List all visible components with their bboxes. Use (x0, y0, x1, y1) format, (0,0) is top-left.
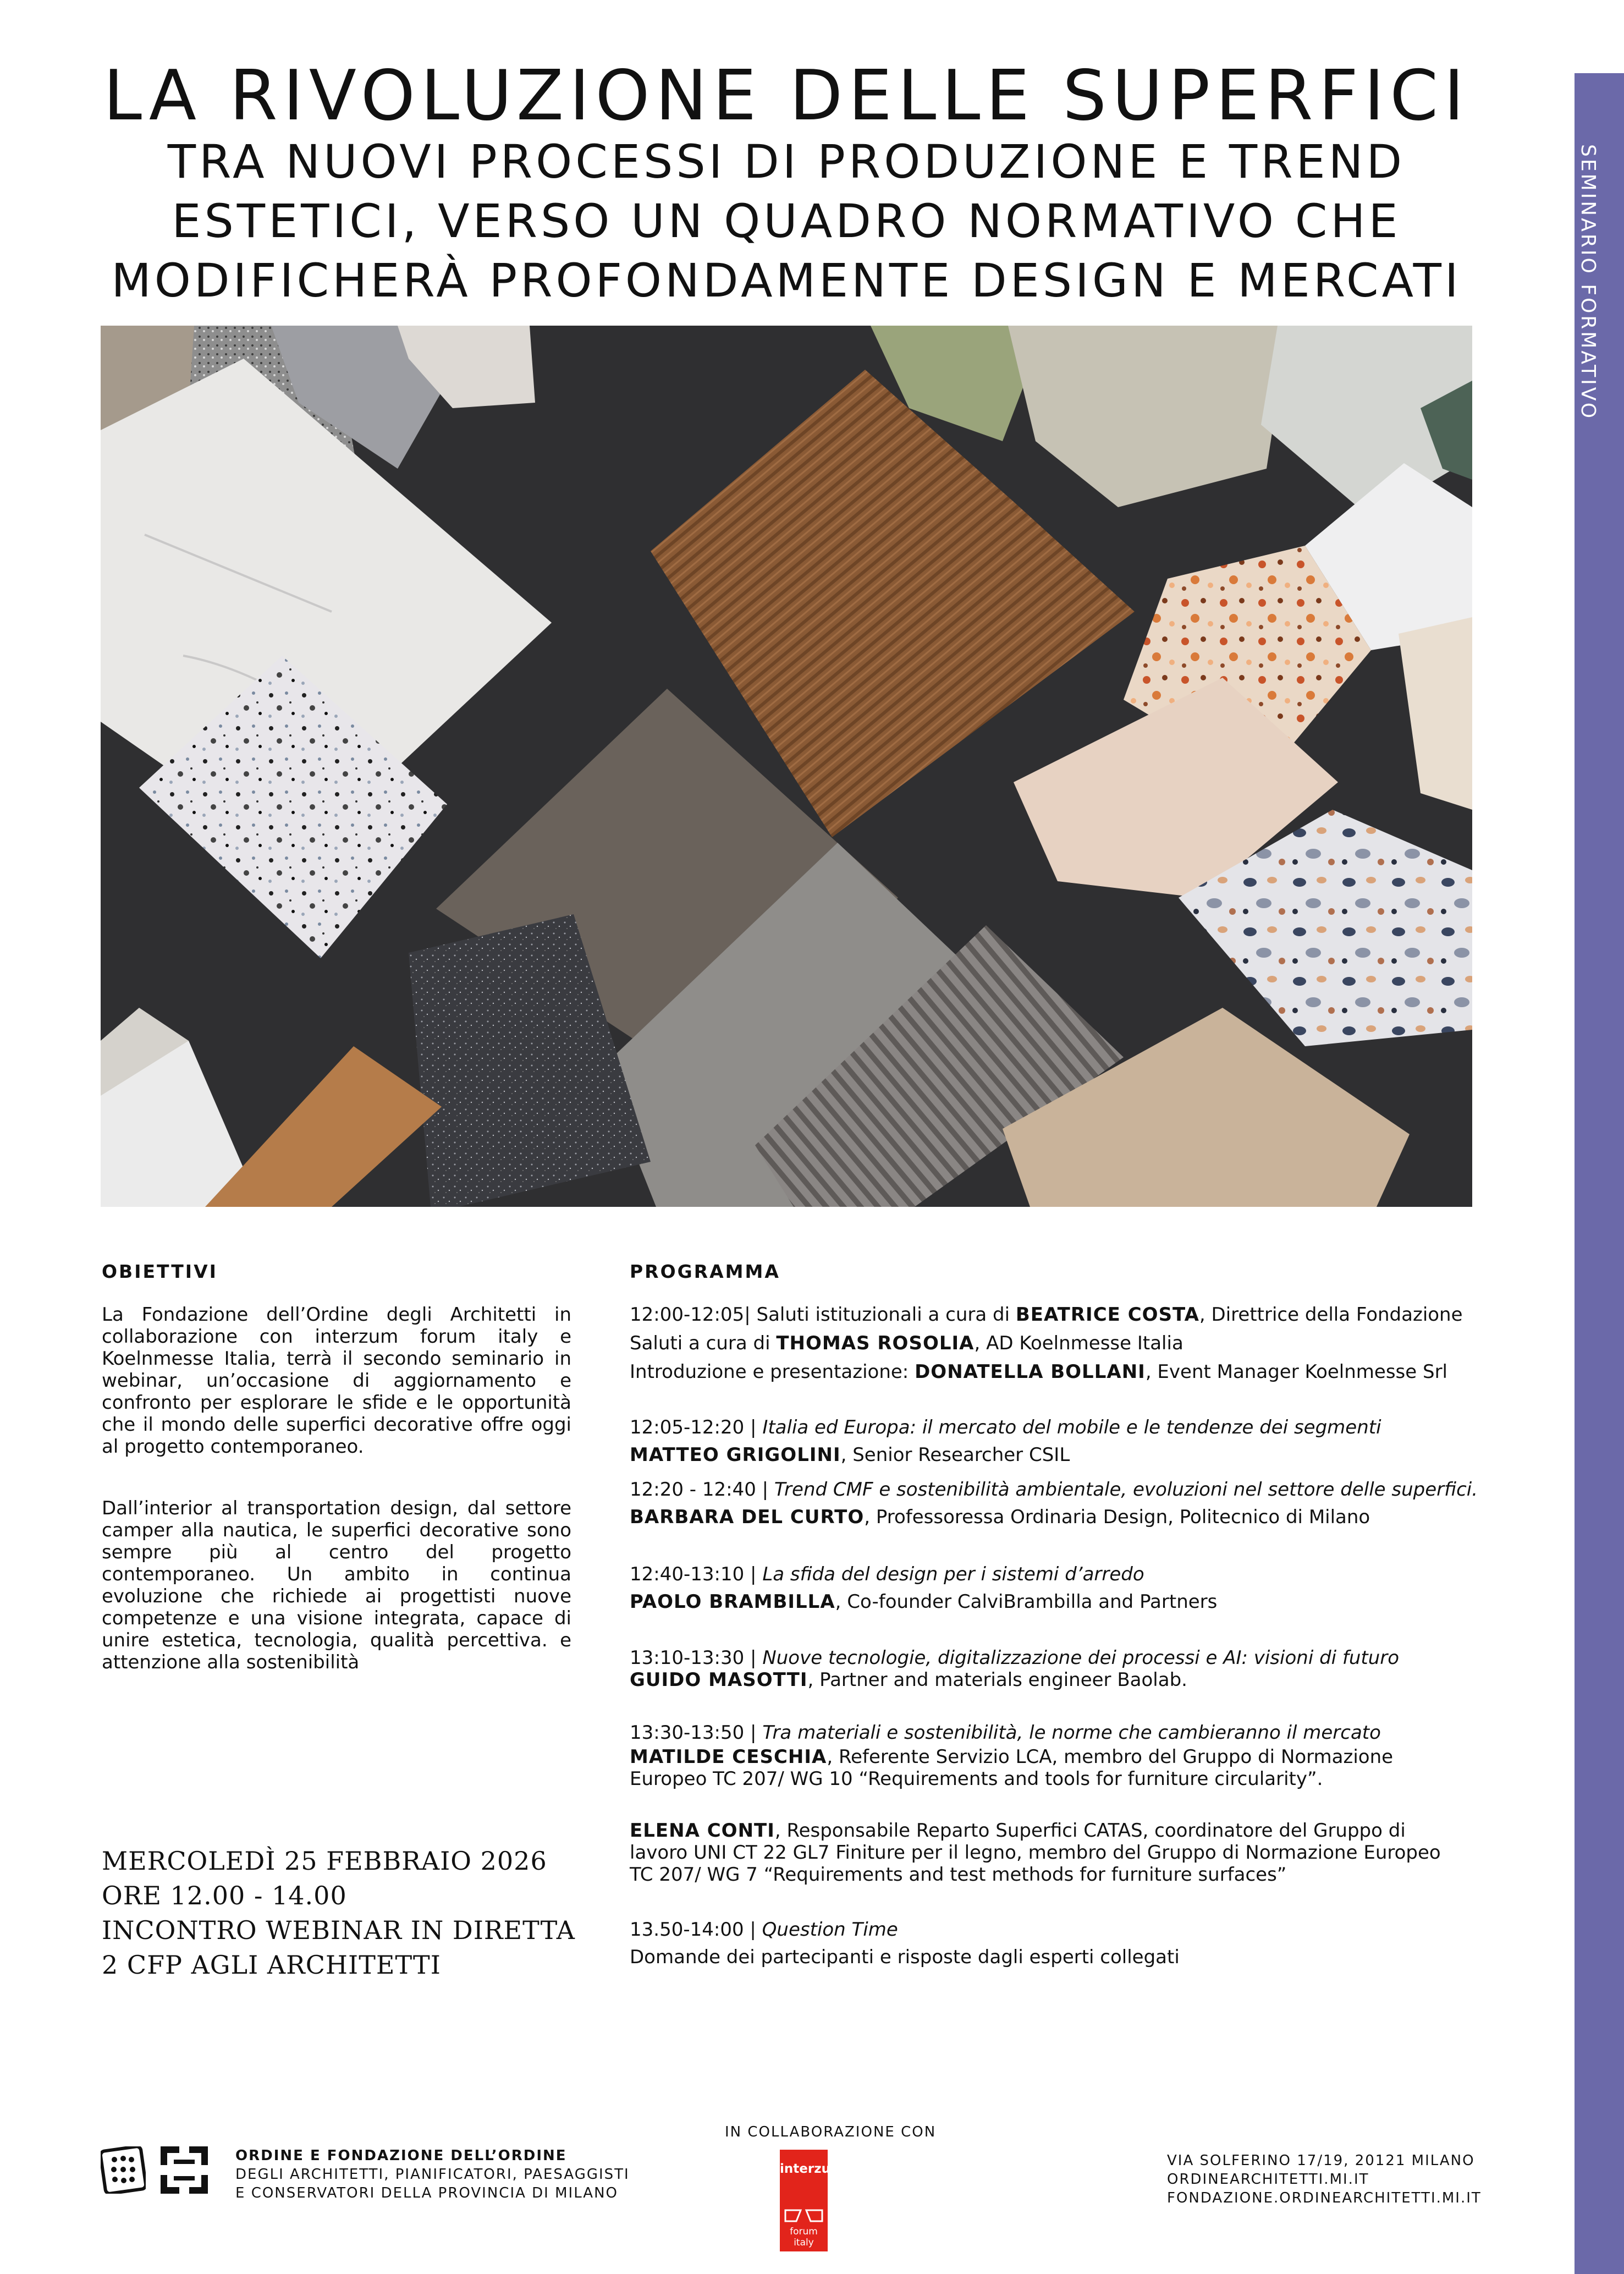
speaker-name: DONATELLA BOLLANI (915, 1361, 1146, 1383)
programme-block (630, 1722, 1477, 1790)
talk-topic: Tra materiali e sostenibilità, le norme che cambieranno il mercato (762, 1722, 1381, 1744)
speaker-name: GUIDO MASOTTI (630, 1669, 808, 1691)
subtitle-line: MODIFICHERÀ PROFONDAMENTE DESIGN E MERCATI (111, 254, 1462, 307)
programme-time: 12:20 - 12:40 | (630, 1479, 774, 1501)
programme-block (630, 1820, 1477, 1886)
speaker-role: , Referente Servizio LCA, membro del Gruppo di Normazione (827, 1746, 1394, 1768)
programme-text: Saluti a cura di (630, 1332, 777, 1354)
speaker-role: , Co-founder CalviBrambilla and Partners (835, 1591, 1218, 1613)
website-link[interactable]: ORDINEARCHITETTI.MI.IT (1167, 2171, 1369, 2188)
speaker-role: , Professoressa Ordinaria Design, Politecnico di Milano (864, 1506, 1370, 1528)
ordine-logo-icon (101, 2146, 146, 2194)
programme-time: 12:05-12:20 | (630, 1416, 763, 1438)
programme-text: Introduzione e presentazione: (630, 1361, 915, 1383)
programme-heading: PROGRAMMA (630, 1261, 780, 1282)
speaker-name: BEATRICE COSTA (1015, 1304, 1199, 1326)
org-line: E CONSERVATORI DELLA PROVINCIA DI MILANO (235, 2185, 619, 2201)
speaker-role: , Senior Researcher CSIL (840, 1444, 1070, 1466)
programme-text: Saluti istituzionali a cura di (750, 1304, 1016, 1326)
speaker-name: BARBARA DEL CURTO (630, 1506, 865, 1528)
interzum-logo-text: interzum (780, 2162, 844, 2176)
collaboration-label: IN COLLABORAZIONE CON (725, 2124, 937, 2140)
event-details (102, 1844, 575, 1982)
programme-text: TC 207/ WG 7 “Requirements and test methods for furniture surfaces” (630, 1864, 1287, 1886)
programme-time: 12:40-13:10 | (630, 1563, 763, 1585)
talk-topic: La sfida del design per i sistemi d’arredo (762, 1563, 1144, 1585)
programme-block (630, 1919, 1477, 1968)
talk-topic: Question Time (762, 1919, 898, 1941)
speaker-name: THOMAS ROSOLIA (776, 1332, 975, 1354)
page-subtitle (0, 132, 1573, 310)
objectives-heading: OBIETTIVI (102, 1261, 218, 1282)
contact-info (1167, 2151, 1482, 2207)
speaker-role: , Partner and materials engineer Baolab. (807, 1669, 1187, 1691)
talk-topic: Nuove tecnologie, digitalizzazione dei processi e AI: visioni di futuro (762, 1647, 1400, 1669)
programme-block (630, 1647, 1477, 1691)
objectives-paragraph: La Fondazione dell’Ordine degli Architetti in collaborazione con interzum forum italy e Koelnmesse Italia, terrà il secondo seminario in webinar, un’occasione di aggiornamento e confronto per esplorare le sfide e le opportunità che il mondo delle superfici decorative offre oggi al progetto contemporaneo. (102, 1304, 571, 1458)
organization-name (235, 2146, 630, 2202)
subtitle-line: ESTETICI, VERSO UN QUADRO NORMATIVO CHE (172, 194, 1401, 248)
event-date: MERCOLEDÌ 25 FEBBRAIO 2026 (102, 1846, 547, 1876)
speaker-name: MATILDE CESCHIA (630, 1746, 827, 1768)
speaker-role: , Direttrice della Fondazione (1199, 1304, 1463, 1326)
programme-text: Europeo TC 207/ WG 10 “Requirements and tools for furniture circularity”. (630, 1768, 1323, 1790)
event-credits: 2 CFP AGLI ARCHITETTI (102, 1950, 441, 1980)
speaker-name: MATTEO GRIGOLINI (630, 1444, 841, 1466)
interzum-logo-subtext: forum italy (790, 2226, 818, 2248)
org-line: ORDINE E FONDAZIONE DELL’ORDINE (235, 2147, 567, 2164)
website-link[interactable]: FONDAZIONE.ORDINEARCHITETTI.MI.IT (1167, 2190, 1482, 2206)
speaker-role: , AD Koelnmesse Italia (974, 1332, 1183, 1354)
hero-photo-material-samples (101, 326, 1472, 1207)
programme-block-opening (630, 1304, 1477, 1383)
talk-topic: Trend CMF e sostenibilità ambientale, evoluzioni nel settore delle superfici. (774, 1479, 1478, 1501)
event-time: ORE 12.00 - 14.00 (102, 1881, 347, 1910)
page-title: LA RIVOLUZIONE DELLE SUPERFICI (103, 55, 1470, 136)
speaker-role: , Responsabile Reparto Superfici CATAS, coordinatore del Gruppo di (774, 1820, 1406, 1842)
fondazione-logo-icon (161, 2146, 208, 2194)
speaker-role: , Event Manager Koelnmesse Srl (1145, 1361, 1447, 1383)
org-line: DEGLI ARCHITETTI, PIANIFICATORI, PAESAGGISTI (235, 2166, 630, 2183)
subtitle-line: TRA NUOVI PROCESSI DI PRODUZIONE E TREND (167, 135, 1406, 189)
talk-topic: Italia ed Europa: il mercato del mobile e le tendenze dei segmenti (762, 1416, 1381, 1438)
programme-time: 13:30-13:50 | (630, 1722, 763, 1744)
programme-block (630, 1416, 1477, 1466)
sidebar-label: SEMINARIO FORMATIVO (1577, 144, 1599, 421)
programme-time: 12:00-12:05| (630, 1304, 751, 1326)
programme-time: 13:10-13:30 | (630, 1647, 763, 1669)
programme-time: 13.50-14:00 | (630, 1919, 762, 1941)
programme-block (630, 1479, 1477, 1528)
objectives-paragraph: Dall’interior al transportation design, dal settore camper alla nautica, le superfici decorative sono sempre più al centro del progetto contemporaneo. Un ambito in continua evoluzione che richiede ai progettisti nuove competenze e una visione integrata, capace di unire estetica, tecnologia, qualità percettiva. e attenzione alla sostenibilità (102, 1497, 571, 1673)
programme-text: lavoro UNI CT 22 GL7 Finiture per il legno, membro del Gruppo di Normazione Europeo (630, 1842, 1441, 1864)
programme-text: Domande dei partecipanti e risposte dagli esperti collegati (630, 1946, 1180, 1968)
event-format: INCONTRO WEBINAR IN DIRETTA (102, 1915, 576, 1945)
programme-block (630, 1563, 1477, 1613)
interzum-logo (780, 2150, 844, 2251)
interzum-mark-icon (784, 2205, 823, 2227)
speaker-name: PAOLO BRAMBILLA (630, 1591, 835, 1613)
speaker-name: ELENA CONTI (630, 1820, 775, 1842)
address: VIA SOLFERINO 17/19, 20121 MILANO (1167, 2152, 1475, 2169)
